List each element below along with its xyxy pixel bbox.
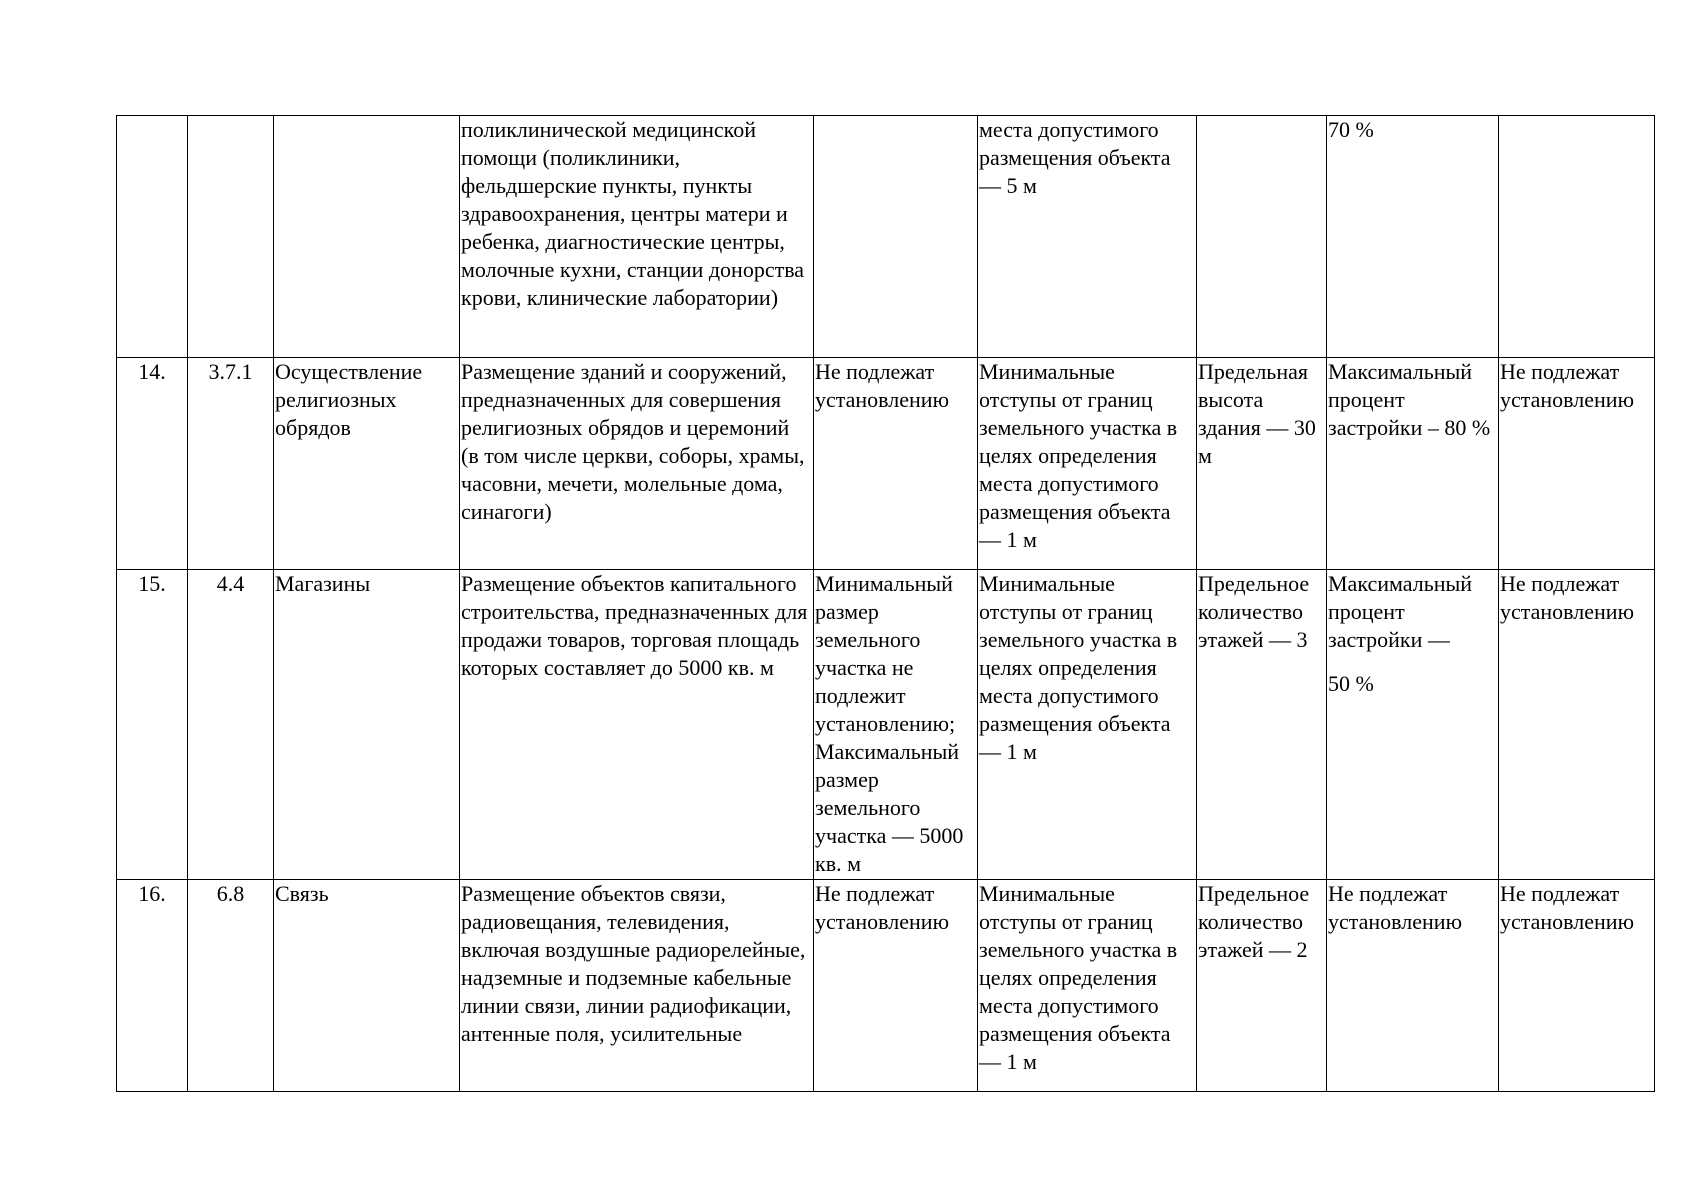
- table-row: [117, 570, 1655, 880]
- plot-size-cell: Не подлежат установлению: [814, 358, 978, 570]
- use-code-cell: 4.4: [188, 570, 274, 880]
- plot-size-cell: Не подлежат установлению: [814, 880, 978, 1092]
- row-number-cell: [117, 116, 188, 358]
- plot-size-cell: [814, 116, 978, 358]
- coverage-label: Максимальный процент застройки —: [1328, 571, 1473, 652]
- use-description-cell: Размещение объектов связи, радиовещания, телевидения, включая воздушные радиорелейные, надземные и подземные кабельные линии связи, линии радиофикации, антенные поля, усилительные: [460, 880, 814, 1092]
- use-name-cell: Магазины: [274, 570, 460, 880]
- row-number-cell: 16.: [117, 880, 188, 1092]
- use-name-cell: [274, 116, 460, 358]
- other-params-cell: Не подлежат установлению: [1499, 570, 1655, 880]
- use-code-cell: 6.8: [188, 880, 274, 1092]
- coverage-value: 50 %: [1328, 671, 1374, 696]
- use-code-cell: [188, 116, 274, 358]
- setbacks-cell: Минимальные отступы от границ земельного участка в целях определения места допустимого размещения объекта — 1 м: [978, 358, 1197, 570]
- plot-size-cell: Минимальный размер земельного участка не подлежит установлению; Максимальный размер земельного участка — 5000 кв. м: [814, 570, 978, 880]
- use-name-cell: Связь: [274, 880, 460, 1092]
- use-name-cell: Осуществление религиозных обрядов: [274, 358, 460, 570]
- other-params-cell: [1499, 116, 1655, 358]
- use-description-cell: Размещение зданий и сооружений, предназначенных для совершения религиозных обрядов и церемоний (в том числе церкви, соборы, храмы, часовни, мечети, молельные дома, синагоги): [460, 358, 814, 570]
- setbacks-cell: Минимальные отступы от границ земельного участка в целях определения места допустимого размещения объекта — 1 м: [978, 880, 1197, 1092]
- coverage-cell: [1327, 570, 1499, 880]
- use-code-cell: 3.7.1: [188, 358, 274, 570]
- table-row: [117, 880, 1655, 1092]
- setbacks-cell: места допустимого размещения объекта — 5 м: [978, 116, 1197, 358]
- row-number-cell: 15.: [117, 570, 188, 880]
- other-params-cell: Не подлежат установлению: [1499, 358, 1655, 570]
- coverage-cell: Не подлежат установлению: [1327, 880, 1499, 1092]
- other-params-cell: Не подлежат установлению: [1499, 880, 1655, 1092]
- height-cell: Предельное количество этажей — 3: [1197, 570, 1327, 880]
- table-row: [117, 116, 1655, 358]
- height-cell: Предельное количество этажей — 2: [1197, 880, 1327, 1092]
- row-number-cell: 14.: [117, 358, 188, 570]
- use-description-cell: Размещение объектов капитального строительства, предназначенных для продажи товаров, торговая площадь которых составляет до 5000 кв. м: [460, 570, 814, 880]
- zoning-regulations-table: [116, 115, 1655, 1092]
- height-cell: [1197, 116, 1327, 358]
- setbacks-cell: Минимальные отступы от границ земельного участка в целях определения места допустимого размещения объекта — 1 м: [978, 570, 1197, 880]
- coverage-cell: Максимальный процент застройки – 80 %: [1327, 358, 1499, 570]
- height-cell: Предельная высота здания — 30 м: [1197, 358, 1327, 570]
- table-row: [117, 358, 1655, 570]
- coverage-cell: 70 %: [1327, 116, 1499, 358]
- use-description-cell: поликлинической медицинской помощи (поликлиники, фельдшерские пункты, пункты здравоохранения, центры матери и ребенка, диагностические центры, молочные кухни, станции донорства крови, клинические лаборатории): [460, 116, 814, 358]
